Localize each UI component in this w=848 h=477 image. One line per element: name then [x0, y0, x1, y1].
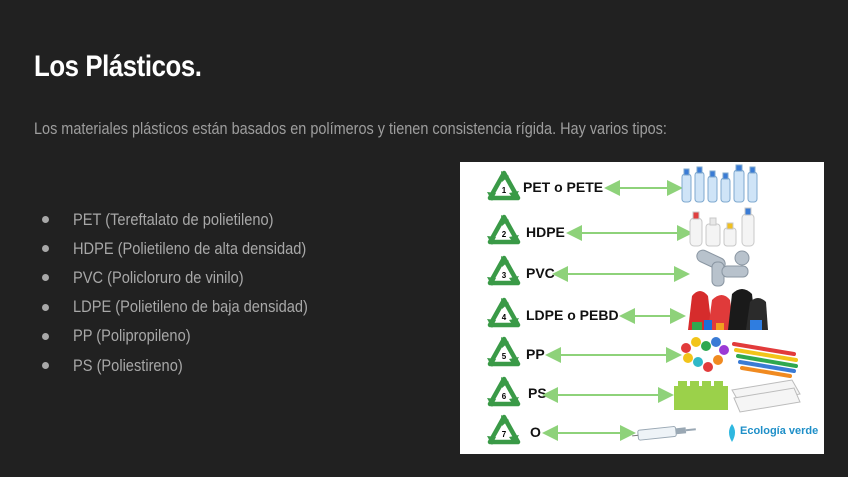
list-item: PVC (Policloruro de vinilo)	[42, 263, 346, 292]
bullet-dot	[42, 362, 49, 369]
slide-title: Los Plásticos.	[34, 50, 202, 83]
resin-label: PS	[528, 385, 547, 401]
recycle-number: 6	[501, 392, 507, 401]
bottles-image	[682, 165, 757, 202]
resin-label: PP	[526, 346, 545, 362]
ecologia-verde-logo	[729, 424, 818, 442]
pipes-image	[695, 248, 749, 286]
row-hdpe	[487, 208, 754, 246]
bullet-dot	[42, 245, 49, 252]
recycle-number: 1	[501, 186, 507, 195]
plastic-types-list	[42, 205, 346, 380]
row-pet	[487, 165, 757, 202]
resin-label: PVC	[526, 265, 555, 281]
bullet-dot	[42, 274, 49, 281]
infographic-svg	[460, 162, 824, 454]
containers-image	[690, 208, 754, 246]
bags-image	[688, 289, 768, 330]
bullet-dot	[42, 216, 49, 223]
logo-text: Ecología verde	[740, 425, 819, 437]
list-item: LDPE (Polietileno de baja densidad)	[42, 293, 346, 322]
list-item: PS (Poliestireno)	[42, 351, 346, 380]
resin-label: O	[530, 424, 541, 440]
bullet-dot	[42, 304, 49, 311]
straws-image	[734, 344, 796, 376]
resin-label: HDPE	[526, 224, 565, 240]
row-ldpe	[487, 289, 768, 330]
recycle-number: 4	[501, 313, 507, 322]
foam-sheets-image	[732, 380, 800, 412]
row-ps	[487, 377, 800, 412]
syringe-image	[632, 424, 697, 441]
list-item: PP (Polipropileno)	[42, 322, 346, 351]
list-item: PET (Tereftalato de polietileno)	[42, 205, 346, 234]
intro-text: Los materiales plásticos están basados en polímeros y tienen consistencia rígida. Hay varios tipos:	[34, 119, 667, 138]
bullet-dot	[42, 333, 49, 340]
recycle-number: 2	[501, 230, 507, 239]
recycle-number: 5	[501, 352, 507, 361]
lego-block-image	[674, 381, 728, 410]
row-pp	[487, 337, 796, 376]
recycle-number: 3	[501, 271, 507, 280]
resin-label: PET o PETE	[523, 179, 604, 195]
list-item: HDPE (Polietileno de alta densidad)	[42, 234, 346, 263]
recycle-number: 7	[501, 430, 507, 439]
resin-label: LDPE o PEBD	[526, 307, 619, 323]
bottle-caps-image	[681, 337, 729, 372]
row-other	[487, 415, 818, 445]
row-pvc	[487, 248, 749, 286]
plastics-infographic	[460, 162, 824, 454]
